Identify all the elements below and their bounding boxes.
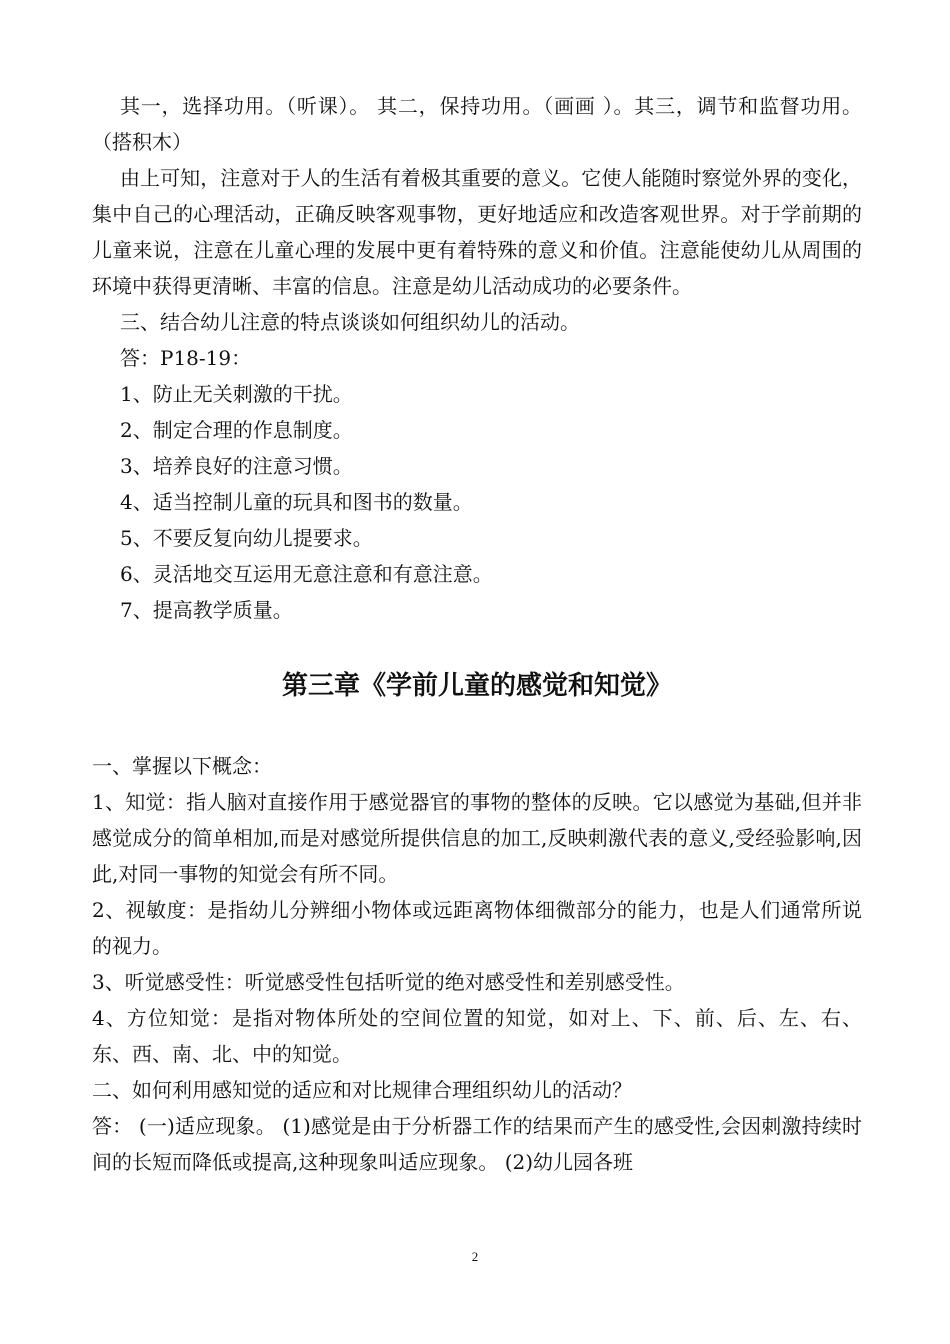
list-item: 1、防止无关刺激的干扰。	[120, 382, 353, 406]
question-three: 三、结合幼儿注意的特点谈谈如何组织幼儿的活动。	[120, 310, 580, 334]
section-heading-question-two: 二、如何利用感知觉的适应和对比规律合理组织幼儿的活动？	[92, 1078, 632, 1102]
list-item: 5、不要反复向幼儿提要求。	[120, 526, 373, 550]
document-page	[92, 88, 862, 1180]
concept-visual-acuity: 2、视敏度：是指幼儿分辨细小物体或远距离物体细微部分的能力，也是人们通常所说的视力。	[92, 898, 862, 958]
page-number: 2	[471, 1249, 479, 1264]
concept-perception: 1、知觉：指人脑对直接作用于感觉器官的事物的整体的反映。它以感觉为基础,但并非感觉成分的简单相加,而是对感觉所提供信息的加工,反映刺激代表的意义,受经验影响,因此,对同一事物的知觉会有所不同。	[92, 790, 862, 886]
concept-auditory-sensitivity: 3、听觉感受性：听觉感受性包括听觉的绝对感受性和差别感受性。	[92, 970, 685, 994]
chapter-title: 第三章《学前儿童的感觉和知觉》	[281, 671, 672, 701]
answer-label: 答：P18-19：	[120, 346, 252, 370]
list-item: 7、提高教学质量。	[120, 598, 293, 622]
list-item: 3、培养良好的注意习惯。	[120, 454, 353, 478]
answer-adaptation: 答： (一)适应现象。 (1)感觉是由于分析器工作的结果而产生的感受性,会因刺激持续时间的长短而降低或提高,这种现象叫适应现象。 (2)幼儿园各班	[92, 1114, 862, 1174]
list-item: 6、灵活地交互运用无意注意和有意注意。	[120, 562, 493, 586]
section-heading-concepts: 一、掌握以下概念：	[92, 754, 272, 778]
list-item: 2、制定合理的作息制度。	[120, 418, 353, 442]
paragraph-significance: 由上可知，注意对于人的生活有着极其重要的意义。它使人能随时察觉外界的变化，集中自己的心理活动，正确反映客观事物，更好地适应和改造客观世界。对于学前期的儿童来说，注意在儿童心理的发展中更有着特殊的意义和价值。注意能使幼儿从周围的环境中获得更清晰、丰富的信息。注意是幼儿活动成功的必要条件。	[92, 166, 862, 298]
list-item: 4、适当控制儿童的玩具和图书的数量。	[120, 490, 473, 514]
concept-spatial-perception: 4、方位知觉：是指对物体所处的空间位置的知觉，如对上、下、前、后、左、右、东、西、南、北、中的知觉。	[92, 1006, 862, 1066]
paragraph-functions: 其一，选择功用。（听课）。 其二，保持功用。（画画 ）。其三，调节和监督功用。（搭积木）	[92, 94, 862, 154]
